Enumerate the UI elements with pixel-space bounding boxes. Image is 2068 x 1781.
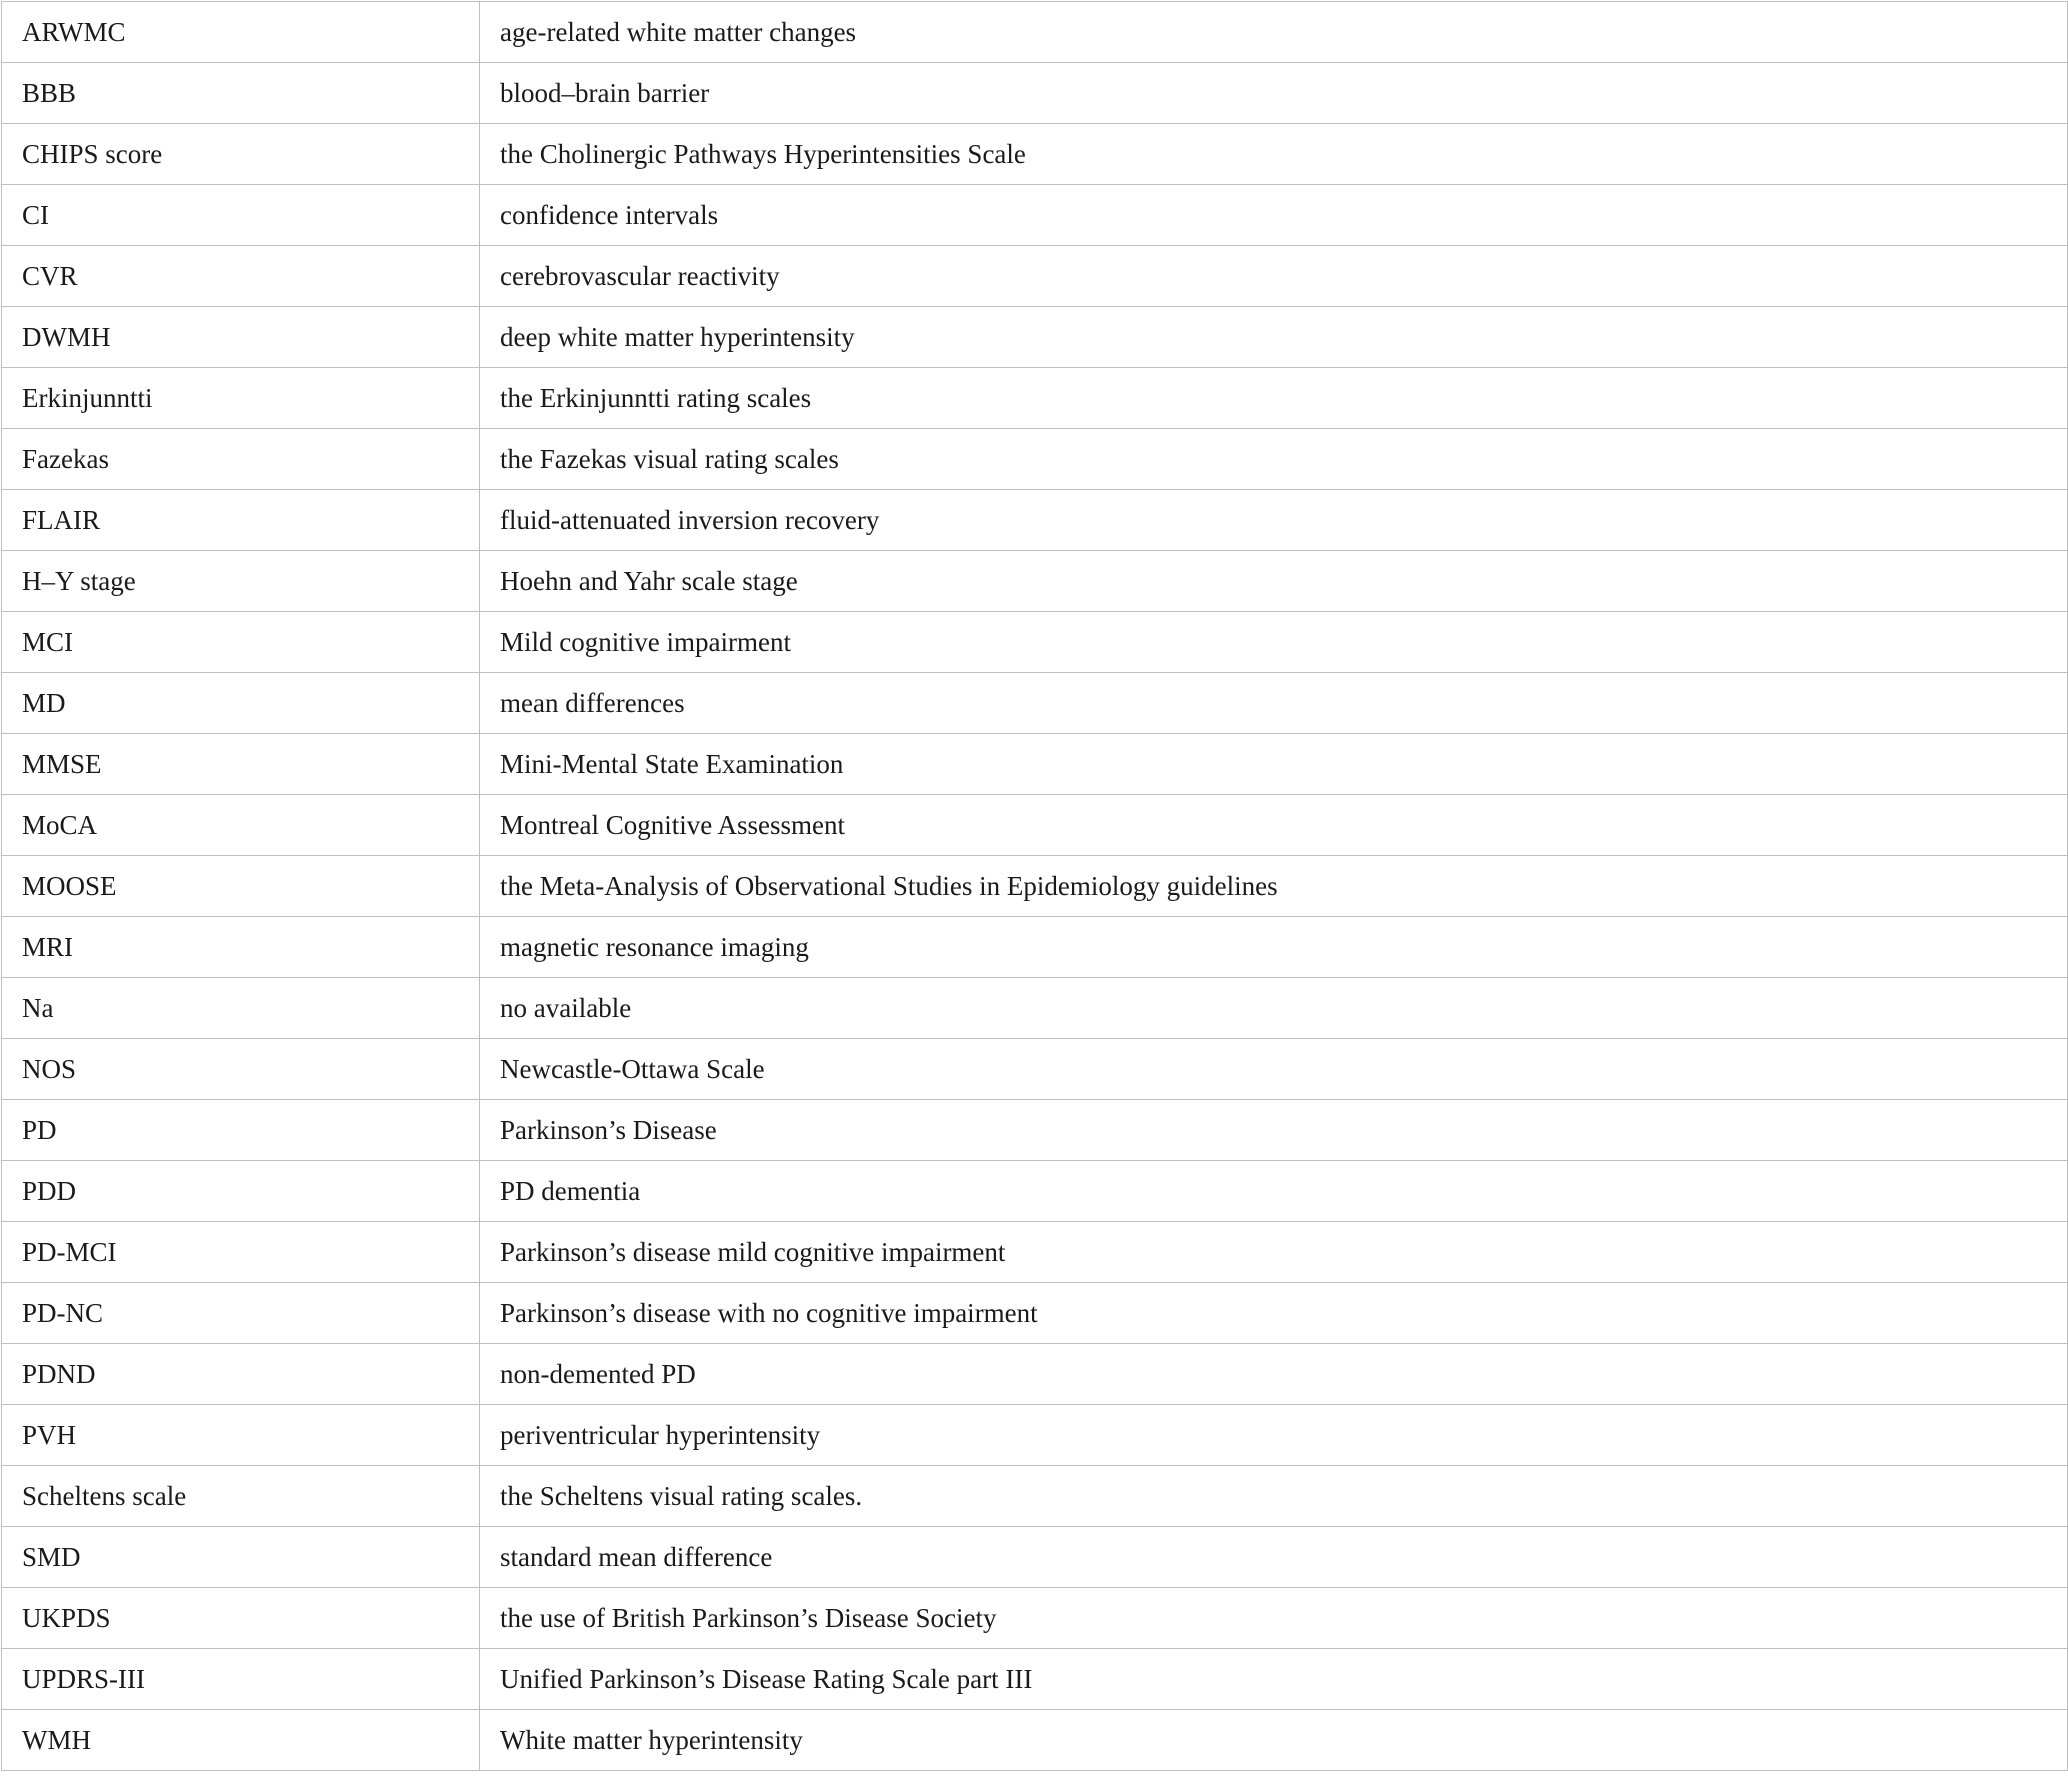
table-row — [2, 429, 2068, 490]
definition-cell: the use of British Parkinson’s Disease Society — [480, 1588, 2068, 1649]
table-row — [2, 1710, 2068, 1771]
table-row — [2, 795, 2068, 856]
table-row — [2, 978, 2068, 1039]
abbreviation-cell: DWMH — [2, 307, 480, 368]
abbreviation-cell: Na — [2, 978, 480, 1039]
abbreviation-cell: CHIPS score — [2, 124, 480, 185]
definition-cell: Unified Parkinson’s Disease Rating Scale part III — [480, 1649, 2068, 1710]
definition-cell: Newcastle-Ottawa Scale — [480, 1039, 2068, 1100]
table-row — [2, 490, 2068, 551]
definition-cell: cerebrovascular reactivity — [480, 246, 2068, 307]
abbreviation-cell: H–Y stage — [2, 551, 480, 612]
table-row — [2, 1039, 2068, 1100]
definition-cell: the Cholinergic Pathways Hyperintensities Scale — [480, 124, 2068, 185]
abbreviation-cell: PD — [2, 1100, 480, 1161]
abbreviation-cell: Fazekas — [2, 429, 480, 490]
abbreviation-cell: PD-NC — [2, 1283, 480, 1344]
abbreviation-cell: CVR — [2, 246, 480, 307]
table-row — [2, 1527, 2068, 1588]
abbreviation-cell: MoCA — [2, 795, 480, 856]
definition-cell: the Fazekas visual rating scales — [480, 429, 2068, 490]
table-row — [2, 856, 2068, 917]
abbreviations-table-body — [2, 2, 2068, 1771]
abbreviation-cell: MD — [2, 673, 480, 734]
table-row — [2, 1466, 2068, 1527]
definition-cell: Hoehn and Yahr scale stage — [480, 551, 2068, 612]
abbreviation-cell: FLAIR — [2, 490, 480, 551]
abbreviation-cell: PDND — [2, 1344, 480, 1405]
definition-cell: non-demented PD — [480, 1344, 2068, 1405]
table-row — [2, 246, 2068, 307]
definition-cell: no available — [480, 978, 2068, 1039]
table-row — [2, 917, 2068, 978]
table-row — [2, 1161, 2068, 1222]
abbreviation-cell: ARWMC — [2, 2, 480, 63]
table-row — [2, 185, 2068, 246]
table-row — [2, 1344, 2068, 1405]
definition-cell: the Scheltens visual rating scales. — [480, 1466, 2068, 1527]
definition-cell: the Meta-Analysis of Observational Studies in Epidemiology guidelines — [480, 856, 2068, 917]
table-row — [2, 1283, 2068, 1344]
definition-cell: Mini-Mental State Examination — [480, 734, 2068, 795]
table-row — [2, 63, 2068, 124]
definition-cell: White matter hyperintensity — [480, 1710, 2068, 1771]
table-row — [2, 124, 2068, 185]
definition-cell: standard mean difference — [480, 1527, 2068, 1588]
abbreviation-cell: Scheltens scale — [2, 1466, 480, 1527]
definition-cell: confidence intervals — [480, 185, 2068, 246]
definition-cell: fluid-attenuated inversion recovery — [480, 490, 2068, 551]
abbreviations-table — [1, 1, 2068, 1771]
definition-cell: periventricular hyperintensity — [480, 1405, 2068, 1466]
abbreviation-cell: MMSE — [2, 734, 480, 795]
table-row — [2, 673, 2068, 734]
definition-cell: Parkinson’s Disease — [480, 1100, 2068, 1161]
table-row — [2, 612, 2068, 673]
table-row — [2, 368, 2068, 429]
abbreviation-cell: UKPDS — [2, 1588, 480, 1649]
abbreviation-cell: BBB — [2, 63, 480, 124]
definition-cell: the Erkinjunntti rating scales — [480, 368, 2068, 429]
definition-cell: Parkinson’s disease with no cognitive impairment — [480, 1283, 2068, 1344]
abbreviation-cell: SMD — [2, 1527, 480, 1588]
definition-cell: mean differences — [480, 673, 2068, 734]
abbreviation-cell: Erkinjunntti — [2, 368, 480, 429]
table-row — [2, 1649, 2068, 1710]
table-row — [2, 1405, 2068, 1466]
abbreviation-cell: MCI — [2, 612, 480, 673]
definition-cell: Mild cognitive impairment — [480, 612, 2068, 673]
abbreviation-cell: NOS — [2, 1039, 480, 1100]
abbreviation-cell: PD-MCI — [2, 1222, 480, 1283]
table-row — [2, 1588, 2068, 1649]
definition-cell: PD dementia — [480, 1161, 2068, 1222]
table-row — [2, 1100, 2068, 1161]
definition-cell: Montreal Cognitive Assessment — [480, 795, 2068, 856]
definition-cell: age-related white matter changes — [480, 2, 2068, 63]
definition-cell: deep white matter hyperintensity — [480, 307, 2068, 368]
abbreviation-cell: WMH — [2, 1710, 480, 1771]
abbreviation-cell: MRI — [2, 917, 480, 978]
abbreviation-cell: MOOSE — [2, 856, 480, 917]
table-row — [2, 551, 2068, 612]
abbreviation-cell: UPDRS-III — [2, 1649, 480, 1710]
table-row — [2, 307, 2068, 368]
definition-cell: magnetic resonance imaging — [480, 917, 2068, 978]
definition-cell: Parkinson’s disease mild cognitive impairment — [480, 1222, 2068, 1283]
abbreviation-cell: PVH — [2, 1405, 480, 1466]
table-row — [2, 2, 2068, 63]
table-row — [2, 734, 2068, 795]
table-row — [2, 1222, 2068, 1283]
definition-cell: blood–brain barrier — [480, 63, 2068, 124]
abbreviation-cell: PDD — [2, 1161, 480, 1222]
abbreviation-cell: CI — [2, 185, 480, 246]
